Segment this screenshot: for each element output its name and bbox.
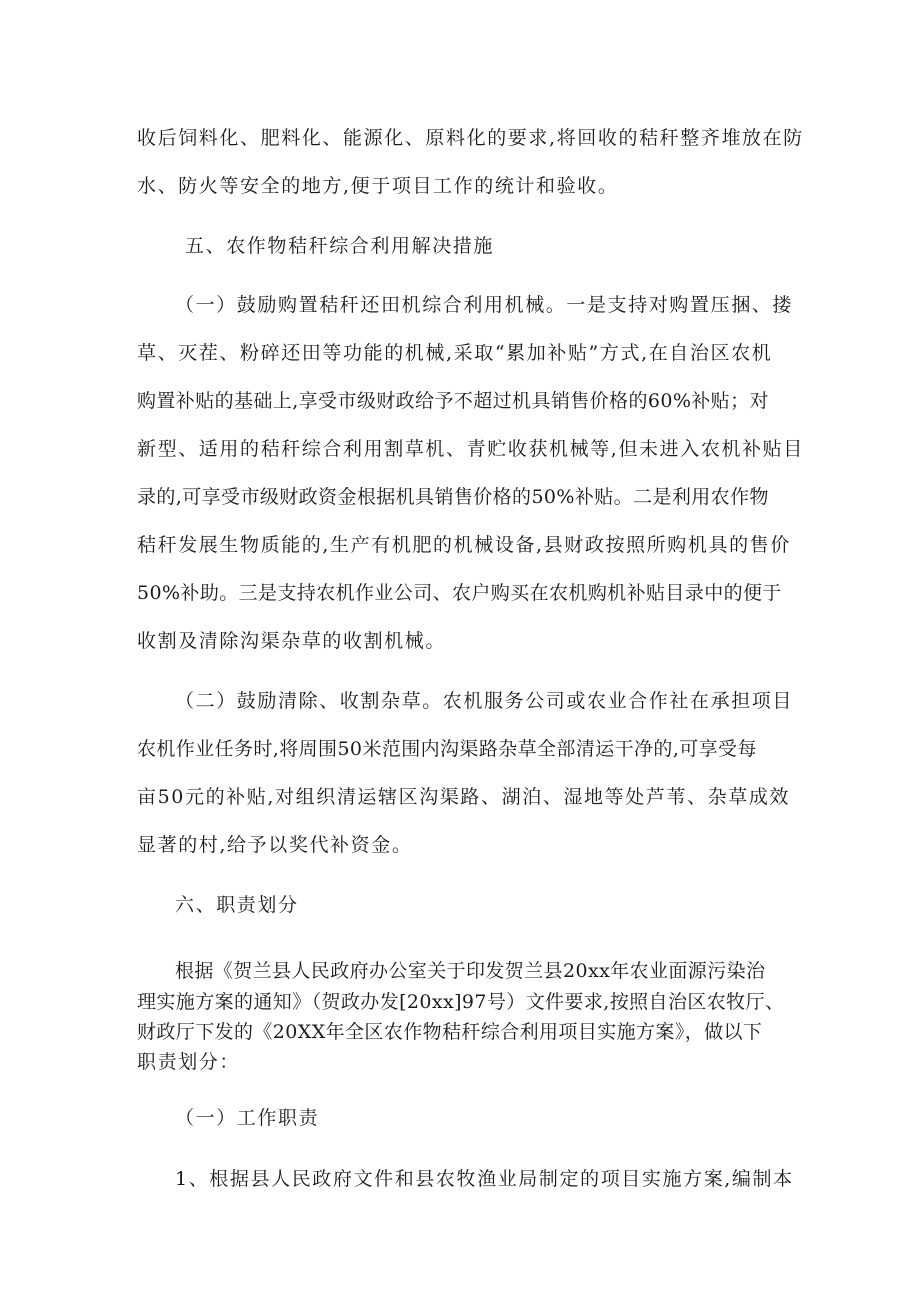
paragraph-line: 职责划分：: [137, 1051, 241, 1073]
section-heading: 五、农作物秸秆综合利用解决措施: [185, 235, 495, 257]
paragraph-line: 新型、适用的秸秆综合利用割草机、青贮收获机械等,但未进入农机补贴目: [137, 438, 804, 460]
paragraph-line: 草、灭茬、粉碎还田等功能的机械,采取“累加补贴”方式,在自治区农机: [137, 342, 773, 364]
paragraph-line: 收后饲料化、肥料化、能源化、原料化的要求,将回收的秸秆整齐堆放在防: [137, 127, 804, 149]
paragraph-line: 收割及清除沟渠杂草的收割机械。: [137, 630, 447, 652]
paragraph-line: （一）鼓励购置秸秆还田机综合利用机械。一是支持对购置压捆、搂: [175, 294, 794, 316]
paragraph-line: 50%补助。三是支持农机作业公司、农户购买在农机购机补贴目录中的便于: [137, 582, 782, 604]
paragraph-line: 秸秆发展生物质能的,生产有机肥的机械设备,县财政按照所购机具的售价: [137, 534, 791, 556]
paragraph-line: 财政厅下发的《20XX年全区农作物秸秆综合利用项目实施方案》，做以下: [137, 1021, 763, 1043]
paragraph-line: 1、根据县人民政府文件和县农牧渔业局制定的项目实施方案,编制本: [175, 1168, 794, 1190]
paragraph-line: 显著的村,给予以奖代补资金。: [137, 834, 413, 856]
paragraph-line: 农机作业任务时,将周围50米范围内沟渠路杂草全部清运干净的,可享受每: [137, 738, 757, 760]
paragraph-line: 亩50元的补贴,对组织清运辖区沟渠路、湖泊、湿地等处芦苇、杂草成效: [137, 786, 791, 808]
paragraph-line: 水、防火等安全的地方,便于项目工作的统计和验收。: [137, 175, 619, 197]
paragraph-line: （二）鼓励清除、收割杂草。农机服务公司或农业合作社在承担项目: [175, 690, 794, 712]
section-heading: 六、职责划分: [175, 894, 299, 916]
paragraph-line: 录的,可享受市级财政资金根据机具销售价格的50%补贴。二是利用农作物: [137, 486, 769, 508]
paragraph-line: 根据《贺兰县人民政府办公室关于印发贺兰县20xx年农业面源污染治: [175, 960, 766, 982]
subsection-heading: （一）工作职责: [175, 1107, 320, 1129]
paragraph-line: 购置补贴的基础上,享受市级财政给予不超过机具销售价格的60%补贴；对: [137, 390, 769, 412]
paragraph-line: 理实施方案的通知》（贺政办发[20xx]97号）文件要求,按照自治区农牧厅、: [137, 991, 785, 1013]
